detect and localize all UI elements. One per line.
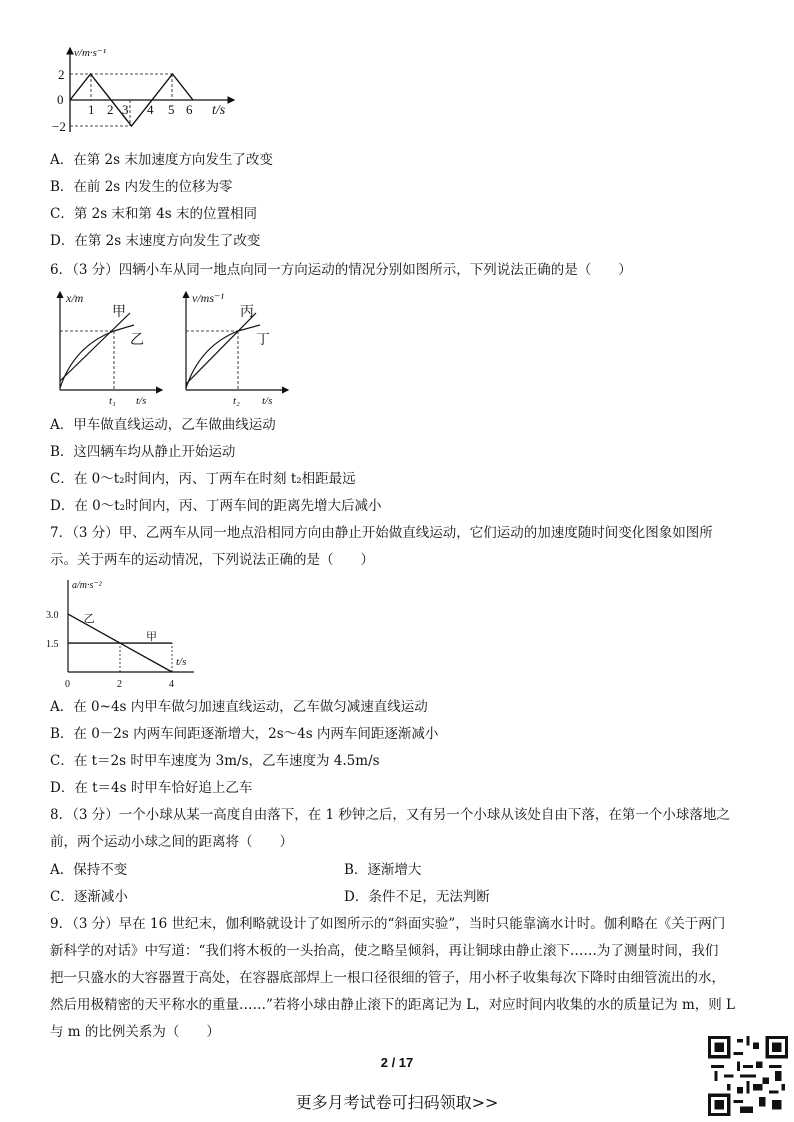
ding-curve	[186, 325, 260, 388]
q7-option-c[interactable]: C．在 t＝2s 时甲车速度为 3m/s，乙车速度为 4.5m/s	[50, 753, 380, 769]
ytick-2: 2	[58, 67, 65, 82]
q6-left-xlabel: t/s	[136, 395, 147, 407]
q9-line-3: 把一只盛水的大容器置于高处，在容器底部焊上一根口径很细的管子，用小杯子收集每次下降时由细管流出的水，	[50, 970, 725, 986]
q8-stem-line2: 前，两个运动小球之间的距离将（ ）	[50, 834, 293, 850]
x-tick-0: 0	[65, 679, 70, 690]
at-x-label: t/s	[176, 656, 187, 668]
q6-label-jia: 甲	[112, 305, 126, 320]
q8-option-c[interactable]: C．逐渐减小	[50, 889, 128, 905]
q6-right-xlabel: t/s	[262, 395, 273, 407]
xtick-1: 1	[88, 102, 95, 117]
q6-option-d[interactable]: D．在 0～t₂时间内，丙、丁两车间的距离先增大后减小	[50, 498, 382, 514]
q6-stem: 6．（3 分）四辆小车从同一地点向同一方向运动的情况分别如图所示，下列说法正确的是（ ）	[50, 262, 632, 278]
at-y-label: a/m·s⁻²	[72, 580, 102, 591]
q7-option-b[interactable]: B．在 0－2s 内两车间距逐渐增大，2s～4s 内两车间距逐渐减小	[50, 726, 439, 742]
vt-graph	[52, 44, 242, 136]
q5-option-d[interactable]: D．在第 2s 末速度方向发生了改变	[50, 233, 261, 249]
x-tick-2: 2	[117, 679, 122, 690]
q7-option-d[interactable]: D．在 t＝4s 时甲车恰好追上乙车	[50, 780, 253, 796]
qr-code[interactable]	[708, 1036, 788, 1116]
xtick-2: 2	[107, 102, 114, 117]
series-label-1: 乙	[83, 613, 95, 626]
y-tick-3.0: 3.0	[46, 610, 59, 622]
q8-option-b[interactable]: B．逐渐增大	[344, 862, 422, 878]
q5-option-b[interactable]: B．在前 2s 内发生的位移为零	[50, 179, 233, 195]
series-label-0: 甲	[146, 631, 157, 644]
bing-line	[186, 313, 256, 384]
xtick-4: 4	[147, 102, 154, 117]
q6-tick-t2: t₂	[233, 395, 240, 407]
q6-right-ylabel: v/ms⁻¹	[192, 291, 224, 305]
y-tick-1.5: 1.5	[46, 639, 59, 651]
x-tick-4: 4	[169, 679, 174, 690]
x-axis-label: t/s	[212, 103, 226, 118]
xtick-5: 5	[168, 102, 175, 117]
q6-label-bing: 丙	[240, 305, 254, 320]
q6-option-a[interactable]: A．甲车做直线运动，乙车做曲线运动	[50, 417, 276, 433]
q6-xt-graph	[52, 288, 167, 408]
q5-option-a[interactable]: A．在第 2s 末加速度方向发生了改变	[50, 152, 273, 168]
q6-option-c[interactable]: C．在 0～t₂时间内，丙、丁两车在时刻 t₂相距最远	[50, 471, 356, 487]
q5-option-c[interactable]: C．第 2s 末和第 4s 末的位置相同	[50, 206, 258, 222]
q9-line-4: 然后用极精密的天平称水的重量……”若将小球由静止滚下的距离记为 L，对应时间内收集的水的质量记为 m，则 L	[50, 997, 736, 1013]
xtick-3: 3	[122, 102, 129, 117]
q8-option-d[interactable]: D．条件不足，无法判断	[344, 889, 490, 905]
q7-option-a[interactable]: A．在 0~4s 内甲车做匀加速直线运动，乙车做匀减速直线运动	[50, 699, 428, 715]
q7-at-chart	[46, 578, 196, 690]
jia-line	[60, 313, 130, 381]
q6-option-b[interactable]: B．这四辆车均从静止开始运动	[50, 444, 236, 460]
q8-stem-line1: 8．（3 分）一个小球从某一高度自由落下，在 1 秒钟之后，又有另一个小球从该处自由下落，在第一个小球落地之	[50, 807, 730, 823]
q6-left-ylabel: x/m	[66, 291, 84, 305]
q6-label-ding: 丁	[256, 333, 270, 348]
yi-curve	[60, 325, 134, 388]
q6-tick-t1: t₁	[109, 395, 116, 407]
page-number: 2 / 17	[380, 1055, 414, 1070]
footer-text[interactable]: 更多月考试卷可扫码领取>>	[295, 1093, 499, 1112]
xtick-6: 6	[186, 102, 193, 117]
q9-line-5: 与 m 的比例关系为（ ）	[50, 1024, 220, 1040]
q7-stem-line2: 示。关于两车的运动情况，下列说法正确的是（ ）	[50, 552, 374, 568]
q6-label-yi: 乙	[130, 333, 144, 348]
q7-stem-line1: 7．（3 分）甲、乙两车从同一地点沿相同方向由静止开始做直线运动，它们运动的加速度随时间变化图象如图所	[50, 525, 713, 541]
y-axis-label: v/m·s⁻¹	[74, 47, 107, 59]
ytick-neg2: −2	[52, 119, 66, 134]
q6-vt-graph	[178, 288, 293, 408]
q9-line-1: 9．（3 分）早在 16 世纪末，伽利略就设计了如图所示的“斜面实验”，当时只能靠滴水计时。伽利略在《关于两门	[50, 916, 726, 932]
q8-option-a[interactable]: A．保持不变	[50, 862, 128, 878]
origin-label: 0	[57, 92, 64, 107]
q9-line-2: 新科学的对话》中写道：“我们将木板的一头抬高，使之略呈倾斜，再让铜球由静止滚下……为了测量时间，我们	[50, 943, 719, 959]
